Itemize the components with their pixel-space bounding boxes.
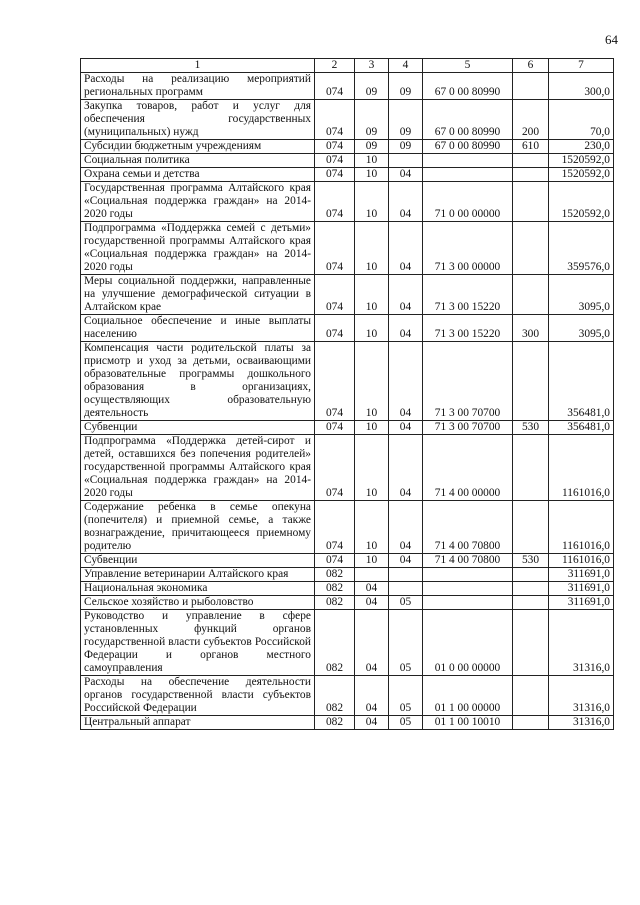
expense-type-cell: 200 [513, 100, 549, 140]
table-row [81, 168, 614, 182]
ved-code-cell: 074 [315, 100, 355, 140]
amount-cell: 300,0 [549, 73, 614, 100]
target-item-cell: 71 3 00 15220 [423, 315, 513, 342]
target-item-cell: 71 4 00 70800 [423, 501, 513, 554]
column-header: 2 [315, 59, 355, 73]
row-name-cell: Подпрограмма «Поддержка детей-сирот и детей, оставшихся без попечения родителей» государственной программы Алтайского края «Социальная поддержка граждан» на 2014-2020 годы [81, 435, 315, 501]
target-item-cell: 71 3 00 00000 [423, 222, 513, 275]
ved-code-cell: 074 [315, 73, 355, 100]
ved-code-cell: 082 [315, 676, 355, 716]
section-code-cell: 10 [355, 554, 389, 568]
table-row [81, 275, 614, 315]
table-row [81, 182, 614, 222]
page-number: 64 [605, 32, 618, 47]
expense-type-cell [513, 435, 549, 501]
table-row [81, 73, 614, 100]
amount-cell: 1161016,0 [549, 435, 614, 501]
column-header: 4 [389, 59, 423, 73]
section-code-cell: 04 [355, 716, 389, 730]
table-row [81, 421, 614, 435]
row-name-cell: Субсидии бюджетным учреждениям [81, 140, 315, 154]
subsection-code-cell: 04 [389, 421, 423, 435]
row-name-cell: Сельское хозяйство и рыболовство [81, 596, 315, 610]
expense-type-cell [513, 568, 549, 582]
target-item-cell: 01 1 00 10010 [423, 716, 513, 730]
amount-cell: 1520592,0 [549, 154, 614, 168]
subsection-code-cell: 09 [389, 73, 423, 100]
section-code-cell: 04 [355, 610, 389, 676]
row-name-cell: Государственная программа Алтайского края «Социальная поддержка граждан» на 2014-2020 годы [81, 182, 315, 222]
table-row [81, 435, 614, 501]
expense-type-cell [513, 596, 549, 610]
ved-code-cell: 074 [315, 435, 355, 501]
amount-cell: 70,0 [549, 100, 614, 140]
target-item-cell: 67 0 00 80990 [423, 100, 513, 140]
section-code-cell: 09 [355, 73, 389, 100]
amount-cell: 31316,0 [549, 676, 614, 716]
row-name-cell: Центральный аппарат [81, 716, 315, 730]
ved-code-cell: 074 [315, 222, 355, 275]
table-header-row [81, 59, 614, 73]
subsection-code-cell: 04 [389, 275, 423, 315]
target-item-cell: 71 3 00 70700 [423, 342, 513, 421]
column-header: 7 [549, 59, 614, 73]
ved-code-cell: 074 [315, 501, 355, 554]
amount-cell: 31316,0 [549, 716, 614, 730]
section-code-cell: 04 [355, 582, 389, 596]
column-header: 6 [513, 59, 549, 73]
amount-cell: 1161016,0 [549, 501, 614, 554]
section-code-cell: 10 [355, 421, 389, 435]
amount-cell: 356481,0 [549, 342, 614, 421]
section-code-cell: 09 [355, 140, 389, 154]
subsection-code-cell: 04 [389, 435, 423, 501]
section-code-cell: 04 [355, 676, 389, 716]
ved-code-cell: 074 [315, 275, 355, 315]
column-header: 5 [423, 59, 513, 73]
subsection-code-cell: 05 [389, 716, 423, 730]
section-code-cell: 10 [355, 342, 389, 421]
target-item-cell: 71 4 00 70800 [423, 554, 513, 568]
section-code-cell: 10 [355, 182, 389, 222]
ved-code-cell: 074 [315, 140, 355, 154]
amount-cell: 311691,0 [549, 596, 614, 610]
table-row [81, 154, 614, 168]
target-item-cell [423, 582, 513, 596]
row-name-cell: Содержание ребенка в семье опекуна (попечителя) и приемной семье, а также вознаграждение, причитающееся приемному родителю [81, 501, 315, 554]
ved-code-cell: 074 [315, 421, 355, 435]
row-name-cell: Субвенции [81, 421, 315, 435]
ved-code-cell: 074 [315, 554, 355, 568]
target-item-cell: 71 0 00 00000 [423, 182, 513, 222]
table-row [81, 582, 614, 596]
amount-cell: 31316,0 [549, 610, 614, 676]
subsection-code-cell: 04 [389, 554, 423, 568]
expense-type-cell [513, 73, 549, 100]
amount-cell: 356481,0 [549, 421, 614, 435]
ved-code-cell: 082 [315, 582, 355, 596]
row-name-cell: Компенсация части родительской платы за присмотр и уход за детьми, осваивающими образовательные программы дошкольного образования в организациях, осуществляющих образовательную деятельность [81, 342, 315, 421]
table-row [81, 554, 614, 568]
table-row [81, 140, 614, 154]
table-row [81, 501, 614, 554]
row-name-cell: Социальное обеспечение и иные выплаты населению [81, 315, 315, 342]
ved-code-cell: 082 [315, 596, 355, 610]
subsection-code-cell: 04 [389, 501, 423, 554]
target-item-cell: 71 3 00 15220 [423, 275, 513, 315]
expense-type-cell [513, 676, 549, 716]
expense-type-cell [513, 222, 549, 275]
expense-type-cell [513, 154, 549, 168]
row-name-cell: Субвенции [81, 554, 315, 568]
amount-cell: 359576,0 [549, 222, 614, 275]
column-header: 1 [81, 59, 315, 73]
ved-code-cell: 074 [315, 154, 355, 168]
row-name-cell: Расходы на реализацию мероприятий региональных программ [81, 73, 315, 100]
ved-code-cell: 074 [315, 182, 355, 222]
target-item-cell [423, 596, 513, 610]
ved-code-cell: 074 [315, 315, 355, 342]
subsection-code-cell [389, 582, 423, 596]
section-code-cell: 09 [355, 100, 389, 140]
ved-code-cell: 074 [315, 168, 355, 182]
ved-code-cell: 074 [315, 342, 355, 421]
expense-type-cell [513, 501, 549, 554]
target-item-cell: 71 4 00 00000 [423, 435, 513, 501]
table-body [81, 73, 614, 730]
section-code-cell: 10 [355, 154, 389, 168]
expense-type-cell [513, 610, 549, 676]
section-code-cell: 10 [355, 315, 389, 342]
expense-type-cell: 610 [513, 140, 549, 154]
expense-type-cell: 300 [513, 315, 549, 342]
subsection-code-cell: 05 [389, 676, 423, 716]
ved-code-cell: 082 [315, 716, 355, 730]
ved-code-cell: 082 [315, 568, 355, 582]
ved-code-cell: 082 [315, 610, 355, 676]
section-code-cell: 10 [355, 501, 389, 554]
expense-type-cell: 530 [513, 554, 549, 568]
expense-type-cell [513, 182, 549, 222]
amount-cell: 3095,0 [549, 315, 614, 342]
table-row [81, 676, 614, 716]
amount-cell: 3095,0 [549, 275, 614, 315]
table-row [81, 222, 614, 275]
target-item-cell: 67 0 00 80990 [423, 140, 513, 154]
subsection-code-cell: 04 [389, 168, 423, 182]
section-code-cell: 10 [355, 222, 389, 275]
table-row [81, 716, 614, 730]
subsection-code-cell: 04 [389, 182, 423, 222]
table-row [81, 568, 614, 582]
subsection-code-cell: 04 [389, 315, 423, 342]
subsection-code-cell: 05 [389, 596, 423, 610]
row-name-cell: Закупка товаров, работ и услуг для обеспечения государственных (муниципальных) нужд [81, 100, 315, 140]
table-row [81, 610, 614, 676]
target-item-cell: 67 0 00 80990 [423, 73, 513, 100]
row-name-cell: Подпрограмма «Поддержка семей с детьми» государственной программы Алтайского края «Социальная поддержка граждан» на 2014-2020 годы [81, 222, 315, 275]
amount-cell: 311691,0 [549, 568, 614, 582]
expense-type-cell [513, 275, 549, 315]
amount-cell: 1520592,0 [549, 182, 614, 222]
table-row [81, 342, 614, 421]
target-item-cell [423, 568, 513, 582]
expense-type-cell [513, 582, 549, 596]
table-row [81, 100, 614, 140]
amount-cell: 1161016,0 [549, 554, 614, 568]
column-header: 3 [355, 59, 389, 73]
budget-table [80, 58, 614, 730]
amount-cell: 230,0 [549, 140, 614, 154]
row-name-cell: Национальная экономика [81, 582, 315, 596]
row-name-cell: Социальная политика [81, 154, 315, 168]
row-name-cell: Охрана семьи и детства [81, 168, 315, 182]
target-item-cell [423, 168, 513, 182]
row-name-cell: Расходы на обеспечение деятельности органов государственной власти субъектов Российской Федерации [81, 676, 315, 716]
target-item-cell [423, 154, 513, 168]
section-code-cell [355, 568, 389, 582]
subsection-code-cell [389, 568, 423, 582]
subsection-code-cell: 09 [389, 140, 423, 154]
row-name-cell: Руководство и управление в сфере установленных функций органов государственной власти субъектов Российской Федерации и органов местного самоуправления [81, 610, 315, 676]
row-name-cell: Управление ветеринарии Алтайского края [81, 568, 315, 582]
amount-cell: 1520592,0 [549, 168, 614, 182]
section-code-cell: 10 [355, 168, 389, 182]
expense-type-cell [513, 168, 549, 182]
row-name-cell: Меры социальной поддержки, направленные на улучшение демографической ситуации в Алтайском крае [81, 275, 315, 315]
amount-cell: 311691,0 [549, 582, 614, 596]
target-item-cell: 71 3 00 70700 [423, 421, 513, 435]
expense-type-cell: 530 [513, 421, 549, 435]
subsection-code-cell: 09 [389, 100, 423, 140]
target-item-cell: 01 1 00 00000 [423, 676, 513, 716]
expense-type-cell [513, 342, 549, 421]
target-item-cell: 01 0 00 00000 [423, 610, 513, 676]
section-code-cell: 10 [355, 275, 389, 315]
section-code-cell: 10 [355, 435, 389, 501]
subsection-code-cell: 04 [389, 342, 423, 421]
subsection-code-cell: 04 [389, 222, 423, 275]
table-row [81, 596, 614, 610]
table-row [81, 315, 614, 342]
section-code-cell: 04 [355, 596, 389, 610]
subsection-code-cell: 05 [389, 610, 423, 676]
subsection-code-cell [389, 154, 423, 168]
expense-type-cell [513, 716, 549, 730]
